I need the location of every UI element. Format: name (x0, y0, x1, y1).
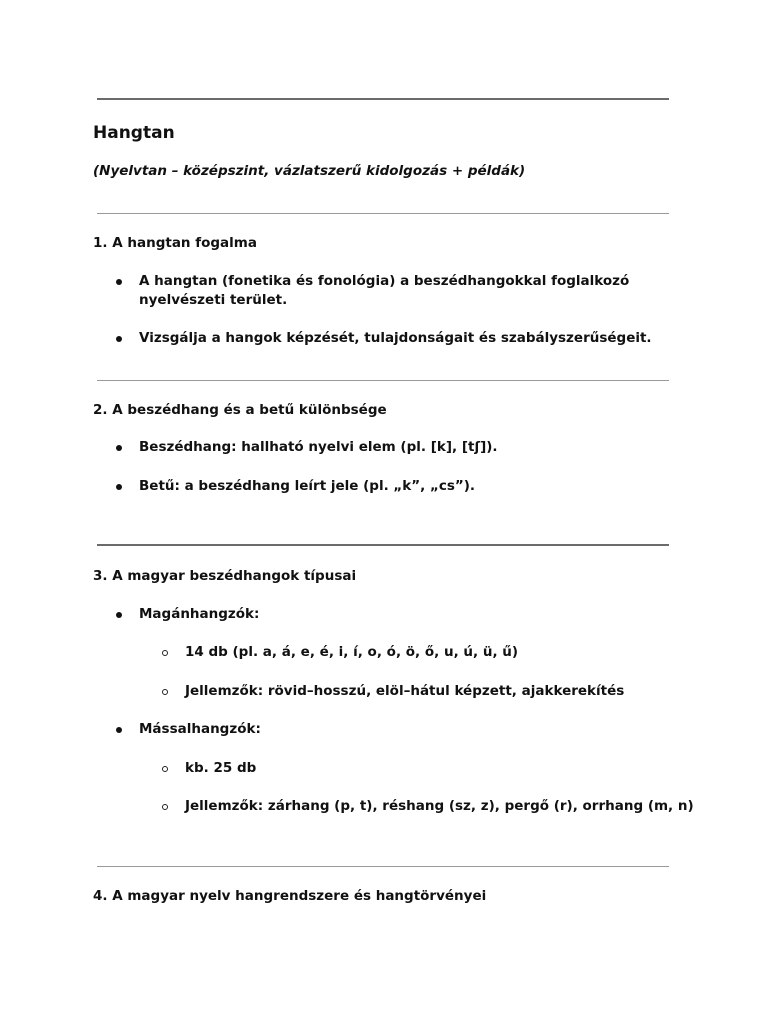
top-divider (97, 98, 669, 100)
section-divider-1 (97, 213, 669, 214)
section-divider-2 (97, 380, 669, 381)
bullet-icon (116, 279, 122, 285)
sub-bullet-icon (162, 689, 168, 695)
list-item: A hangtan (fonetika és fonológia) a beszédhangokkal foglalkozó nyelvészeti terület. (139, 273, 630, 308)
section-divider-3 (97, 544, 669, 546)
sub-list-item: kb. 25 db (185, 760, 257, 776)
list-item: Mássalhangzók: (139, 721, 261, 737)
bullet-icon (116, 727, 122, 733)
list-item: Beszédhang: hallható nyelvi elem (pl. [k], [tʃ]). (139, 439, 498, 455)
document-subtitle: (Nyelvtan – középszint, vázlatszerű kidolgozás + példák) (93, 163, 526, 179)
bullet-icon (116, 336, 122, 342)
list-item: Vizsgálja a hangok képzését, tulajdonságait és szabályszerűségeit. (139, 330, 652, 346)
sub-list-item: Jellemzők: rövid–hosszú, elöl–hátul képzett, ajakkerekítés (185, 683, 625, 699)
list-item: Betű: a beszédhang leírt jele (pl. „k”, „cs”). (139, 478, 476, 494)
sub-list-item: 14 db (pl. a, á, e, é, i, í, o, ó, ö, ő, u, ú, ü, ű) (185, 644, 519, 660)
bullet-icon (116, 484, 122, 490)
document-title: Hangtan (93, 123, 175, 143)
list-item: Magánhangzók: (139, 606, 260, 622)
bullet-icon (116, 445, 122, 451)
section-heading-3: 3. A magyar beszédhangok típusai (93, 568, 357, 584)
sub-bullet-icon (162, 766, 168, 772)
sub-bullet-icon (162, 650, 168, 656)
section-heading-4: 4. A magyar nyelv hangrendszere és hangtörvényei (93, 888, 487, 904)
bullet-icon (116, 612, 122, 618)
section-heading-2: 2. A beszédhang és a betű különbsége (93, 402, 387, 418)
sub-list-item: Jellemzők: zárhang (p, t), réshang (sz, z), pergő (r), orrhang (m, n) (185, 798, 694, 814)
sub-bullet-icon (162, 804, 168, 810)
section-divider-4 (97, 866, 669, 867)
section-heading-1: 1. A hangtan fogalma (93, 235, 257, 251)
